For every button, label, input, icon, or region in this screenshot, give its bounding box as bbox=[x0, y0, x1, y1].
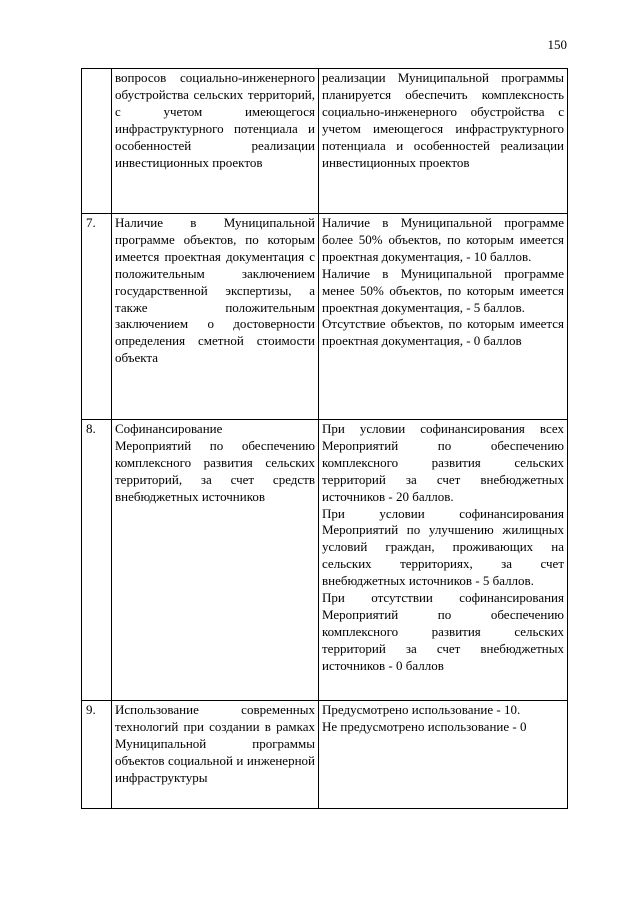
criterion-cell bbox=[112, 214, 319, 420]
scoring-text: Не предусмотрено использование - 0 bbox=[322, 718, 527, 734]
scoring-text: При отсутствии софинансирования Мероприятий по обеспечению комплексного развития сельских территорий за счет внебюджетных источников - 0 баллов bbox=[322, 590, 564, 673]
table-row bbox=[82, 420, 568, 701]
scoring-text: При условии софинансирования Мероприятий по улучшению жилищных условий граждан, проживающих на сельских территориях, за счет внебюджетных источников - 5 баллов. bbox=[322, 505, 564, 589]
criterion-text: Наличие в Муниципальной программе объектов, по которым имеется проектная документация с положительным заключением государственной экспертизы, а также положительным заключением о достоверности определения сметной стоимости объекта bbox=[115, 215, 315, 366]
row-number-cell bbox=[82, 69, 112, 214]
scoring-cell bbox=[319, 69, 568, 214]
table-row bbox=[82, 214, 568, 420]
scoring-text: Отсутствие объектов, по которым имеется проектная документация, - 0 баллов bbox=[322, 316, 564, 349]
scoring-text: Наличие в Муниципальной программе более 50% объектов, по которым имеется проектная документация, - 10 баллов. bbox=[322, 215, 564, 264]
row-number-cell: 9. bbox=[82, 701, 112, 809]
page-number: 150 bbox=[547, 37, 567, 52]
scoring-text: Предусмотрено использование - 10. bbox=[322, 702, 521, 717]
scoring-text: При условии софинансирования всех Мероприятий по обеспечению комплексного развития сельских территорий за счет внебюджетных источников - 20 баллов. bbox=[322, 421, 564, 504]
criterion-text: Софинансирование bbox=[115, 421, 223, 436]
table-row bbox=[82, 69, 568, 214]
criterion-text: Мероприятий по обеспечению комплексного развития сельских территорий, за счет средств внебюджетных источников bbox=[115, 437, 315, 504]
criterion-text: Использование современных технологий при создании в рамках Муниципальной программы объектов социальной и инженерной инфраструктуры bbox=[115, 702, 315, 785]
criterion-text: вопросов социально-инженерного обустройства сельских территорий, с учетом имеющегося инфраструктурного потенциала и особенностей реализации инвестиционных проектов bbox=[115, 70, 315, 170]
criterion-cell bbox=[112, 420, 319, 701]
scoring-cell bbox=[319, 701, 568, 809]
row-number-cell: 7. bbox=[82, 214, 112, 420]
table-row bbox=[82, 701, 568, 809]
row-number-cell: 8. bbox=[82, 420, 112, 701]
scoring-cell bbox=[319, 214, 568, 420]
scoring-text: Наличие в Муниципальной программе менее 50% объектов, по которым имеется проектная документация, - 5 баллов. bbox=[322, 265, 564, 315]
scoring-text: реализации Муниципальной программы планируется обеспечить комплексность социально-инженерного обустройства с учетом имеющегося инфраструктурного потенциала и особенностей реализации инвестиционных проектов bbox=[322, 70, 564, 170]
criterion-cell bbox=[112, 69, 319, 214]
criteria-table bbox=[81, 68, 568, 809]
criterion-cell bbox=[112, 701, 319, 809]
scoring-cell bbox=[319, 420, 568, 701]
